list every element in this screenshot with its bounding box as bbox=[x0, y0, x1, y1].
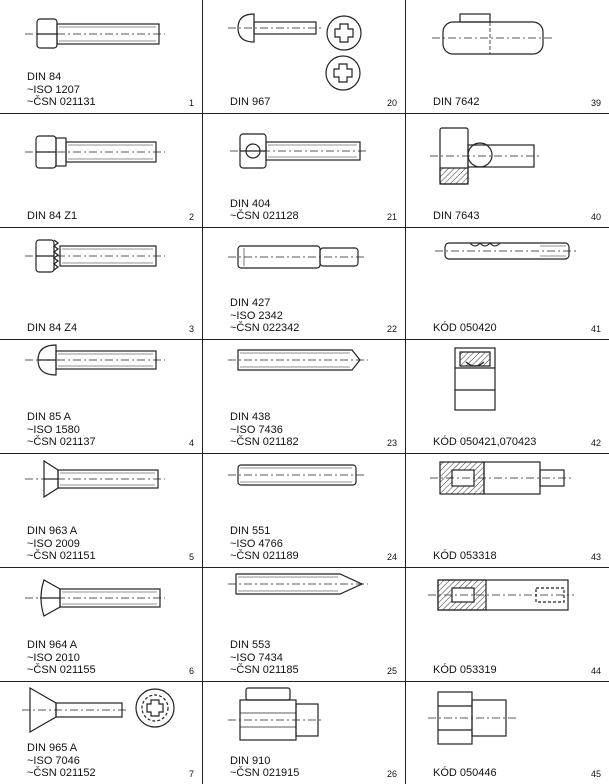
designation-line: ~ISO 7434 bbox=[230, 651, 283, 664]
designation-line: ~ISO 1207 bbox=[27, 83, 80, 96]
item-number: 23 bbox=[386, 438, 397, 448]
item-number: 22 bbox=[386, 324, 397, 334]
item-number: 5 bbox=[188, 552, 194, 562]
item-number: 1 bbox=[188, 98, 194, 108]
item-number: 20 bbox=[386, 98, 397, 108]
drawing-screw-22 bbox=[228, 246, 366, 268]
drawing-screw-23 bbox=[228, 350, 368, 370]
designation-line: DIN 7642 bbox=[433, 96, 480, 109]
designation-line: DIN 910 bbox=[230, 754, 271, 767]
designation-line: ~ISO 2342 bbox=[230, 309, 283, 322]
designation-line: DIN 84 Z1 bbox=[27, 210, 78, 223]
designation-line: ~ČSN 021155 bbox=[27, 664, 96, 677]
designation-line: DIN 965 A bbox=[27, 742, 78, 755]
designation-line: DIN 85 A bbox=[27, 411, 72, 424]
designation-line: KÓD 050420 bbox=[433, 322, 497, 335]
designation-line: DIN 964 A bbox=[27, 639, 78, 652]
designation-line: DIN 404 bbox=[230, 197, 271, 210]
designation-line: DIN 427 bbox=[230, 297, 271, 310]
designation-line: KÓD 053319 bbox=[433, 664, 497, 677]
drawing-screw-24 bbox=[228, 465, 366, 485]
designation-line: KÓD 053318 bbox=[433, 550, 497, 563]
designation-line: KÓD 050446 bbox=[433, 767, 497, 780]
drawing-part-41 bbox=[435, 243, 578, 259]
designation-line: DIN 7643 bbox=[433, 210, 480, 223]
item-number: 25 bbox=[386, 666, 397, 676]
designation-line: ~ČSN 021131 bbox=[27, 96, 96, 109]
designation-line: ~ČSN 021185 bbox=[230, 664, 299, 677]
item-number: 26 bbox=[386, 769, 397, 779]
item-number: 3 bbox=[188, 324, 194, 334]
designation-line: ~ČSN 021152 bbox=[27, 767, 96, 780]
designation-line: ~ČSN 021182 bbox=[230, 436, 299, 449]
designation-line: ~ISO 2010 bbox=[27, 651, 80, 664]
drawing-plug-26 bbox=[228, 688, 324, 740]
drawing-screw-25 bbox=[228, 574, 368, 594]
designation-line: DIN 438 bbox=[230, 411, 271, 424]
designation-line: ~ČSN 021151 bbox=[27, 550, 96, 563]
item-number: 4 bbox=[188, 438, 194, 448]
designation-line: ~ISO 4766 bbox=[230, 537, 283, 550]
designation-line: DIN 84 bbox=[27, 71, 62, 84]
designation-line: DIN 967 bbox=[230, 96, 271, 109]
designation-line: ~ISO 1580 bbox=[27, 423, 80, 436]
drawing-screw-2 bbox=[25, 136, 165, 168]
drawing-part-40 bbox=[430, 128, 542, 184]
designation-line: KÓD 050421,070423 bbox=[433, 436, 537, 449]
designation-line: ~ČSN 021128 bbox=[230, 210, 299, 223]
designation-line: DIN 551 bbox=[230, 525, 271, 538]
designation-line: ~ISO 7046 bbox=[27, 754, 80, 767]
designation-line: ~ISO 7436 bbox=[230, 423, 283, 436]
designation-line: DIN 963 A bbox=[27, 525, 78, 538]
designation-line: ~ČSN 022342 bbox=[230, 322, 300, 335]
item-number: 2 bbox=[188, 212, 194, 222]
item-number: 42 bbox=[590, 438, 601, 448]
drawing-screw-20 bbox=[228, 14, 361, 90]
drawing-screw-21 bbox=[230, 134, 368, 168]
drawing-part-39 bbox=[432, 14, 552, 54]
drawing-plug-45 bbox=[428, 692, 516, 744]
designation-line: DIN 84 Z4 bbox=[27, 322, 78, 335]
item-number: 7 bbox=[188, 769, 194, 779]
drawing-part-43 bbox=[430, 462, 572, 494]
drawing-part-44 bbox=[428, 580, 574, 610]
item-number: 41 bbox=[590, 324, 601, 334]
drawing-screw-7 bbox=[22, 688, 174, 732]
designation-line: ~ČSN 021137 bbox=[27, 436, 96, 449]
item-number: 24 bbox=[386, 552, 397, 562]
drawing-screw-6 bbox=[25, 580, 165, 616]
designation-line: ~ISO 2009 bbox=[27, 537, 80, 550]
drawing-screw-3 bbox=[25, 240, 165, 272]
item-number: 43 bbox=[590, 552, 601, 562]
drawing-screw-5 bbox=[25, 461, 165, 497]
item-number: 45 bbox=[590, 769, 601, 779]
designation-line: DIN 553 bbox=[230, 639, 271, 652]
item-number: 39 bbox=[590, 98, 601, 108]
drawing-screw-4 bbox=[25, 345, 165, 375]
designation-line: ~ČSN 021915 bbox=[230, 767, 300, 780]
item-number: 40 bbox=[590, 212, 601, 222]
item-number: 6 bbox=[188, 666, 194, 676]
drawing-screw-1 bbox=[25, 19, 165, 48]
designation-line: ~ČSN 021189 bbox=[230, 550, 299, 563]
item-number: 21 bbox=[386, 212, 397, 222]
drawing-part-42 bbox=[455, 348, 495, 410]
item-number: 44 bbox=[590, 666, 601, 676]
